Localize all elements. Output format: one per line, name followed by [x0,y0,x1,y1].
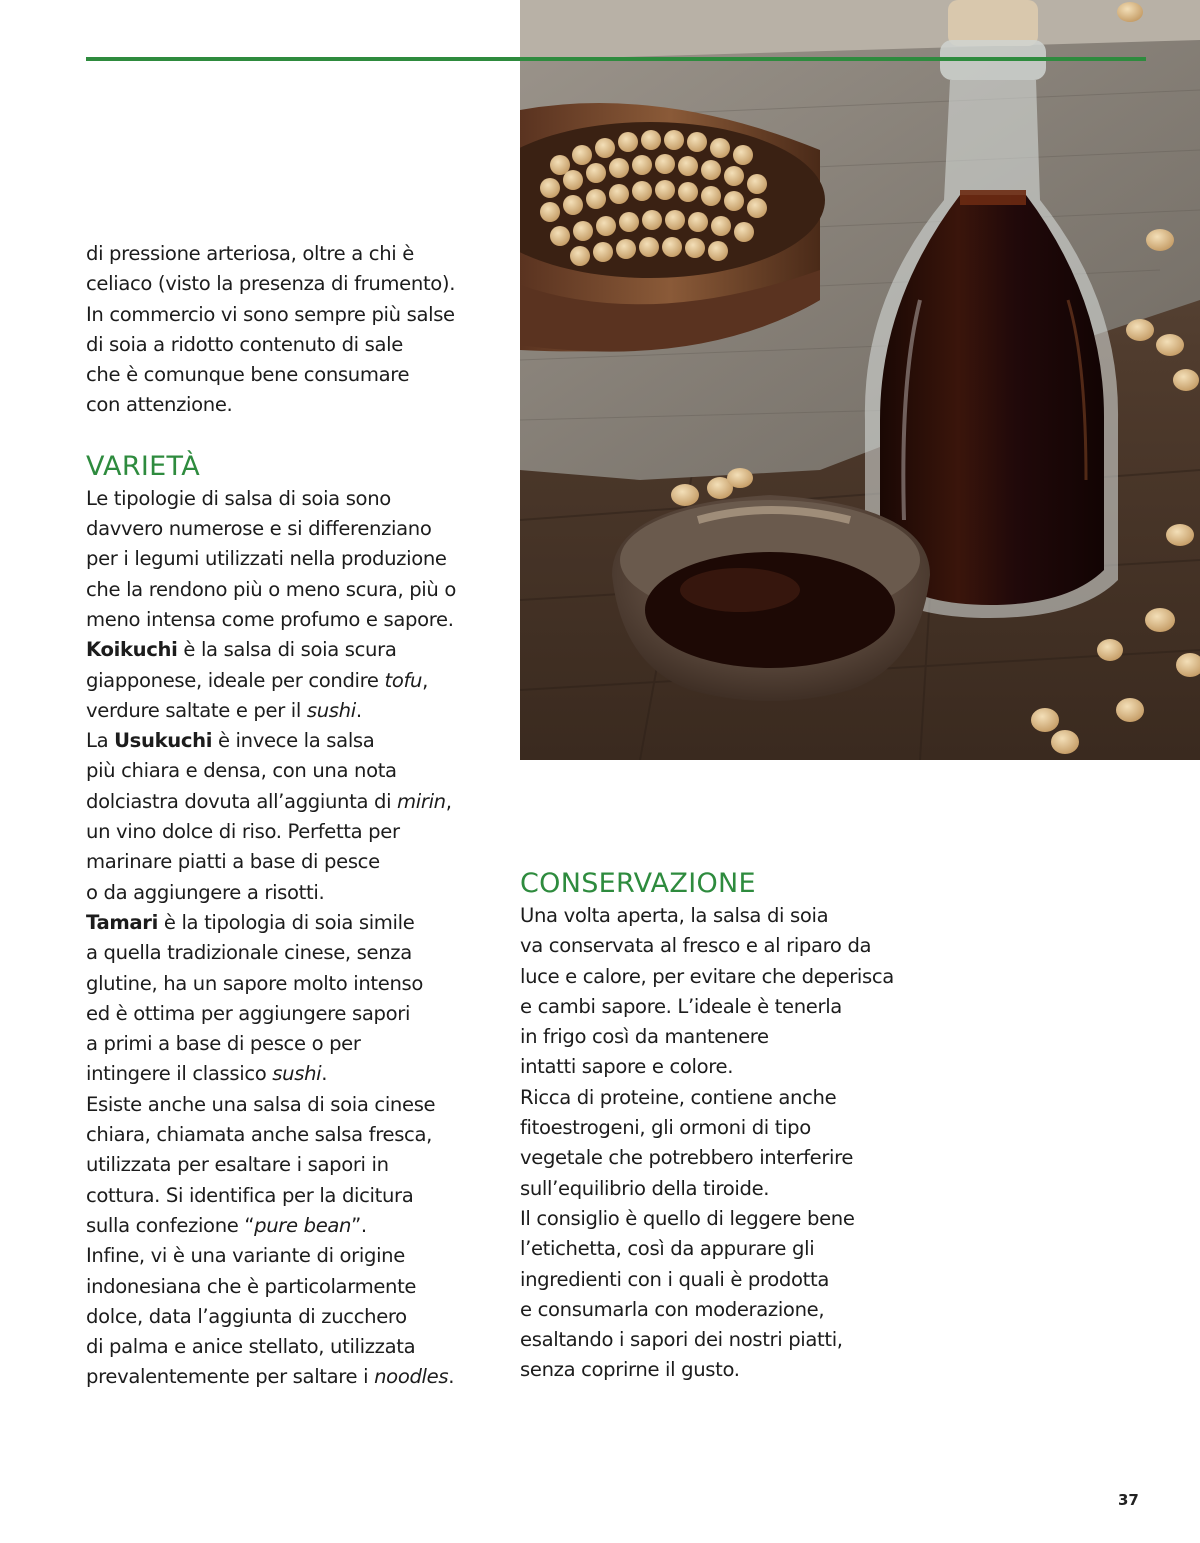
right-column [520,867,960,1386]
tamari-line-1: Tamari è la tipologia di soia simile [86,910,415,934]
usukuchi-line-1: La Usukuchi è invece la salsa [86,729,375,753]
koikuchi-line-1: Koikuchi è la salsa di soia scura [86,638,397,662]
header-rule [86,57,1146,61]
varieta-paragraph: Le tipologie di salsa di soia sono davvero numerose e si differenziano per i legumi utilizzati nella produzione che la rendono più o meno scura, più o meno intensa come profumo e sapore. Koikuchi è la salsa di soia scura giapponese, ideale per condire tofu, verdure saltate e per il sushi. La Usukuchi è invece la salsa più chiara e densa, con una nota dolciastra dovuta all’aggiunta di mirin, un vino dolce di riso. Perfetta per marinare piatti a base di pesce o da aggiungere a risotti. Tamari è la tipologia di soia simile a quella tradizionale cinese, senza glutine, ha un sapore molto intenso ed è ottima per aggiungere sapori a primi a base di pesce o per intingere il classico sushi. Esiste anche una salsa di soia cinese chiara, chiamata anche salsa fresca, utilizzata per esaltare i sapori in cottura. Si identifica per la dicitura sulla confezione “pure bean”. Infine, vi è una variante di origine indonesiana che è particolarmente dolce, data l’aggiunta di zucchero di palma e anice stellato, utilizzata prevalentemente per saltare i noodles. [86,484,506,1393]
conservazione-heading: CONSERVAZIONE [520,868,756,899]
tamari-term: Tamari [86,910,158,934]
usukuchi-term: Usukuchi [114,729,213,753]
soy-sauce-photo [520,0,1200,760]
conservazione-paragraph: Una volta aperta, la salsa di soia va conservata al fresco e al riparo da luce e calore, per evitare che deperisca e cambi sapore. L’ideale è tenerla in frigo così da mantenere intatti sapore e colore. Ricca di proteine, contiene anche fitoestrogeni, gli ormoni di tipo vegetale che potrebbero interferire sull’equilibrio della tiroide. Il consiglio è quello di leggere bene l’etichetta, così da appurare gli ingredienti con i quali è prodotta e consumarla con moderazione, esaltando i sapori dei nostri piatti, senza coprirne il gusto. [520,904,894,1382]
page-number: 37 [1118,1491,1139,1509]
left-column [86,239,506,1393]
koikuchi-term: Koikuchi [86,638,178,662]
intro-paragraph: di pressione arteriosa, oltre a chi è celiaco (visto la presenza di frumento). In commercio vi sono sempre più salse di soia a ridotto contenuto di sale che è comunque bene consumare con attenzione. [86,242,456,417]
varieta-heading: VARIETÀ [86,450,200,482]
